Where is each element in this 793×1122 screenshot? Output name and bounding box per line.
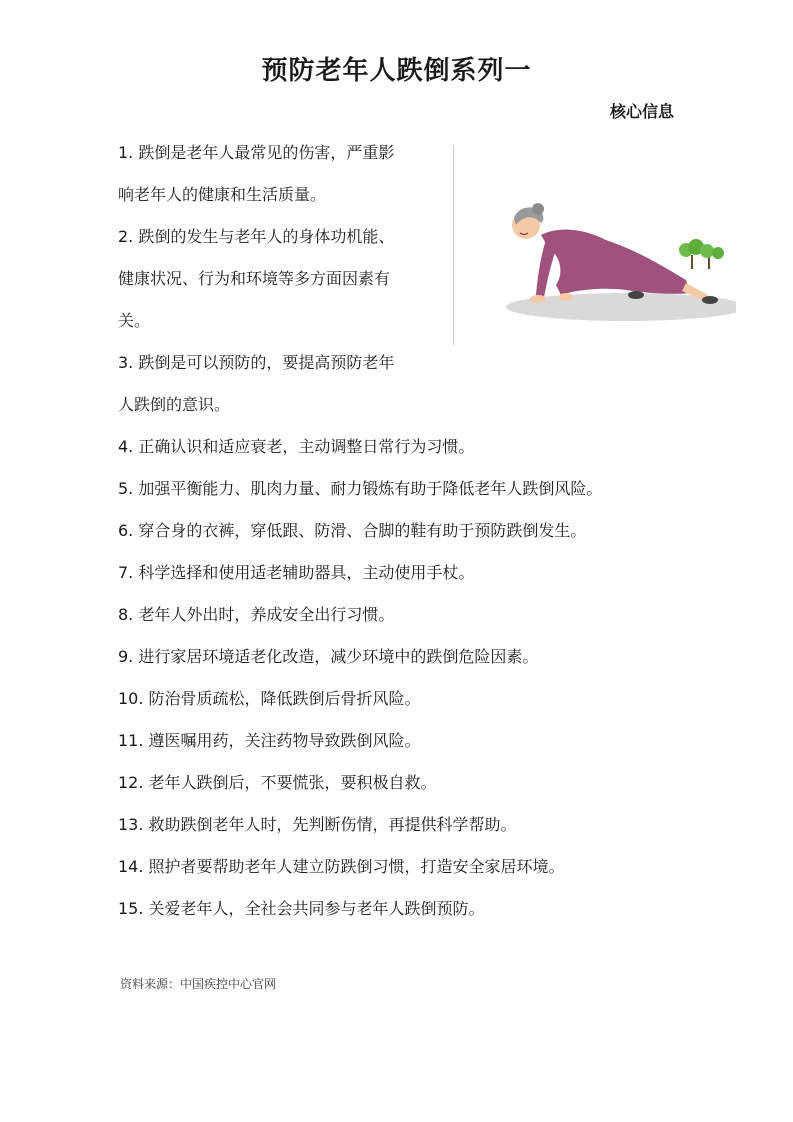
list-item: 15. 关爱老年人，全社会共同参与老年人跌倒预防。 <box>118 899 485 918</box>
list-item-continuation: 人跌倒的意识。 <box>118 395 231 414</box>
section-subtitle: 核心信息 <box>609 102 674 121</box>
bush-icon <box>679 239 724 269</box>
list-item-continuation: 关。 <box>118 311 151 330</box>
list-item: 1. 跌倒是老年人最常见的伤害，严重影 <box>118 143 395 162</box>
page-title: 预防老年人跌倒系列一 <box>261 56 532 86</box>
list-item: 13. 救助跌倒老年人时，先判断伤情，再提供科学帮助。 <box>118 815 517 834</box>
list-item-continuation: 响老年人的健康和生活质量。 <box>118 185 327 204</box>
list-item: 10. 防治骨质疏松，降低跌倒后骨折风险。 <box>118 689 421 708</box>
hand-right <box>559 293 573 301</box>
list-item: 8. 老年人外出时，养成安全出行习惯。 <box>118 605 395 624</box>
hair-bun <box>532 203 544 215</box>
hand-left <box>530 295 546 303</box>
list-item: 9. 进行家居环境适老化改造，减少环境中的跌倒危险因素。 <box>118 647 539 666</box>
list-item: 4. 正确认识和适应衰老，主动调整日常行为习惯。 <box>118 437 475 456</box>
list-item: 6. 穿合身的衣裤，穿低跟、防滑、合脚的鞋有助于预防跌倒发生。 <box>118 521 587 540</box>
list-item: 5. 加强平衡能力、肌肉力量、耐力锻炼有助于降低老年人跌倒风险。 <box>118 479 603 498</box>
dress-shape <box>541 230 691 295</box>
shoe <box>702 296 718 304</box>
vertical-divider <box>453 145 454 345</box>
list-item-continuation: 健康状况、行为和环境等多方面因素有 <box>118 269 391 288</box>
list-item: 11. 遵医嘱用药，关注药物导致跌倒风险。 <box>118 731 421 750</box>
shoe-2 <box>628 291 644 299</box>
list-item: 14. 照护者要帮助老年人建立防跌倒习惯，打造安全家居环境。 <box>118 857 565 876</box>
elderly-woman-falling-illustration <box>486 195 736 325</box>
list-item: 2. 跌倒的发生与老年人的身体功机能、 <box>118 227 395 246</box>
list-item: 7. 科学选择和使用适老辅助器具，主动使用手杖。 <box>118 563 475 582</box>
arm-shape <box>536 240 558 297</box>
list-item: 3. 跌倒是可以预防的，要提高预防老年 <box>118 353 395 372</box>
core-info-list <box>118 0 718 1122</box>
source-note: 资料来源：中国疾控中心官网 <box>120 977 277 991</box>
list-item: 12. 老年人跌倒后，不要慌张，要积极自救。 <box>118 773 437 792</box>
